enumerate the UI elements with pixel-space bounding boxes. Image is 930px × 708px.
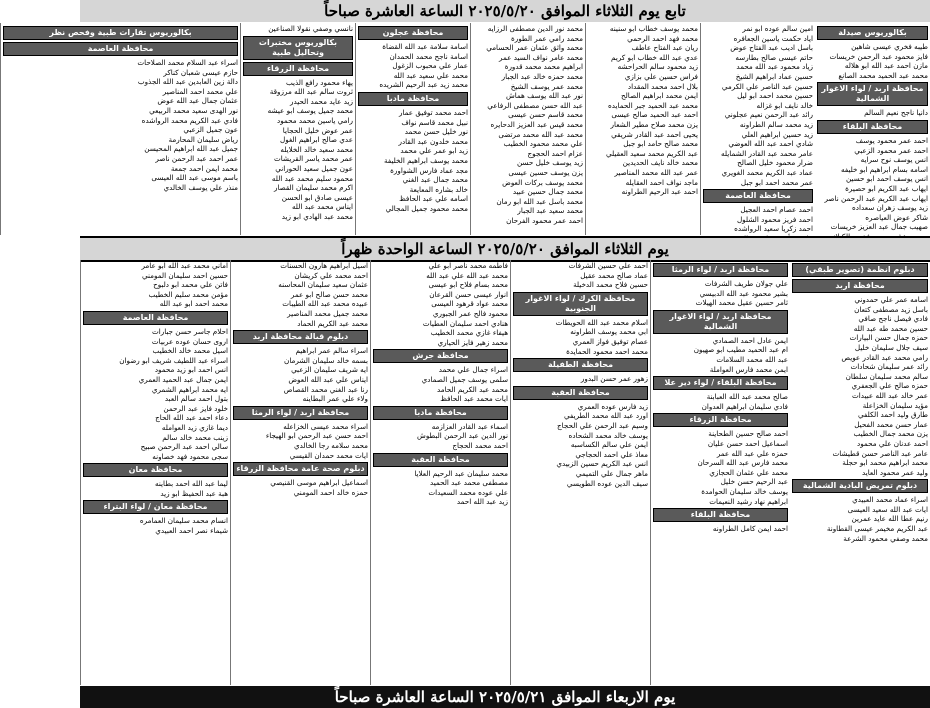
candidate-name: محمد باسل عبد الله ابو رمان bbox=[496, 196, 583, 206]
district-header: دبلوم صحة عامة محافظة الزرقاء bbox=[233, 462, 368, 476]
candidate-name: حسين عماد ابراهيم الشيخ bbox=[735, 71, 813, 81]
candidate-name: ليما عبد الله احمد بطاينه bbox=[155, 479, 228, 489]
candidate-name: ايه شريف سليمان الزعبي bbox=[291, 365, 368, 375]
candidate-name: ديما غازي زيد العوامله bbox=[161, 422, 228, 432]
candidate-name: زهور عمر حسن البدور bbox=[580, 374, 648, 384]
candidate-name: احمد صالح حسين الطحاينة bbox=[708, 429, 788, 439]
candidate-name: زيد حسين ابراهيم العلي bbox=[741, 129, 813, 139]
candidate-name: محمد سلامه رجا الخالدي bbox=[294, 440, 368, 450]
candidate-name: نور عبد الله يوسف هماش bbox=[505, 91, 583, 101]
section-title-band-top: تابع يوم الثلاثاء الموافق ٢٠٢٥/٥/٢٠ الساعة العاشرة صباحاً bbox=[80, 0, 930, 22]
candidate-name: ام عبد الحميد مطيب ابو صهيون bbox=[693, 345, 788, 355]
candidate-name: محمد سعيد عبد الجبار bbox=[517, 206, 583, 216]
candidate-name: اسلام محمد عبد الله الحويطات bbox=[555, 317, 648, 327]
candidate-name: حسين محمد احمد ابو ليل bbox=[737, 91, 813, 101]
candidate-name: شيماء نصر احمد العبيدي bbox=[155, 526, 228, 536]
candidate-name: عماد صالح محمد عقيل bbox=[580, 270, 648, 280]
candidate-name: مجد عماد فارس الشواورة bbox=[390, 165, 468, 175]
candidate-name: حمزه صالح علي الجعفري bbox=[851, 381, 928, 391]
candidate-name: محمد يوسف بركات العوض bbox=[502, 177, 583, 187]
district-header: بكالوريوس صيدلة bbox=[817, 26, 928, 40]
district-header: بكالوريوس تقارات طبية وفحص نظر bbox=[3, 26, 238, 40]
candidate-name: اسامه علي عبد الحافظ bbox=[399, 194, 468, 204]
candidate-name: وسيم عبد الرحمن علي الحجاج bbox=[557, 420, 648, 430]
candidate-name: محمد عامر نواف السيد عمر bbox=[499, 52, 583, 62]
candidate-name: هنادي احمد سليمان العطيات bbox=[422, 318, 508, 328]
candidate-name: محمد فهد احمد الرحمي bbox=[627, 33, 698, 43]
district-header: محافظة البلقاء bbox=[817, 120, 928, 134]
candidate-name: عبد الكريم محمد سعيد العقيلي bbox=[606, 148, 698, 158]
name-column bbox=[470, 23, 585, 235]
candidate-name: محمد عبد الكريم الحماد bbox=[297, 318, 368, 328]
candidate-name: سيف جلال سليمان خليل bbox=[854, 342, 928, 352]
candidate-name: اروى حسان عوده عربيات bbox=[151, 336, 228, 346]
candidate-name: يزن محمد صلاح مطير الشعار bbox=[610, 119, 698, 129]
candidate-name: محمد عبد الله علي عبد الله bbox=[426, 270, 508, 280]
candidate-name: عبد الكريم مخيمر عيسى القطاونة bbox=[826, 524, 928, 534]
candidate-name: احمد عبد الرحيم الطراونه bbox=[621, 187, 698, 197]
district-header: محافظة الزرقاء bbox=[243, 62, 353, 76]
candidate-name: انس احمد ابو زيد محمود bbox=[154, 365, 228, 375]
candidate-name: احمد حسن عبد الرحمن ابو الهيجاء bbox=[265, 431, 368, 441]
candidate-name: اسيل محمد خالد الخطيب bbox=[152, 346, 228, 356]
candidate-name: وليد عمر محمود العايد bbox=[861, 467, 928, 477]
candidate-name: خالد نايف ابو غزاله bbox=[756, 100, 813, 110]
district-header: محافظة العاصمة bbox=[3, 42, 238, 56]
district-header: محافظة اربد / لواء الرمثا bbox=[653, 263, 788, 277]
candidate-name: سيف الدين عوده الطويسي bbox=[566, 478, 648, 488]
candidate-name: احمد عدنان علي محمود bbox=[857, 438, 928, 448]
candidate-name: ضرار محمود خليل الصالح bbox=[737, 158, 813, 168]
candidate-name: اسراء عبد اللطيف شريف ابو رضوان bbox=[119, 355, 228, 365]
district-header: محافظة الطفيلة bbox=[513, 358, 648, 372]
name-column bbox=[370, 260, 510, 685]
candidate-name: نور الهدى سعيد محمد الربيعي bbox=[149, 105, 238, 115]
candidate-name: يوسف خالد سليمان الحوامدة bbox=[701, 486, 788, 496]
district-header: محافظة الزرقاء bbox=[653, 413, 788, 427]
candidate-name: يوسف خالد محمد الشحاده bbox=[568, 430, 648, 440]
candidate-name: محمد خالد نايف الحديدين bbox=[622, 158, 698, 168]
candidate-name: ايمن عادل احمد الصمادي bbox=[712, 335, 788, 345]
candidate-name: ثامر حسين عقيل محمد الهيلات bbox=[695, 298, 788, 308]
district-header: محافظة العاصمة bbox=[83, 311, 228, 325]
district-header: دبلوم تمريض البادية الشمالية bbox=[792, 479, 928, 493]
candidate-name: فاطمه محمد ناصر ابو علي bbox=[428, 261, 508, 270]
candidate-name: اسراء عماد محمد العبيدي bbox=[852, 495, 928, 505]
candidate-name: نبيل محمد قاسم نواف bbox=[401, 117, 468, 127]
candidate-name: اسماء عبد القادر العزازمه bbox=[431, 421, 508, 431]
district-header: بكالوريوس مختبرات وتحاليل طبية bbox=[243, 36, 353, 60]
candidate-name: حمزه علي عبد الله عمر bbox=[716, 448, 788, 458]
candidate-name: محمد ابراهيم محمد ابو حجلة bbox=[842, 458, 928, 468]
candidate-name: احمد عبد الحميد صالح عيسى bbox=[611, 110, 698, 120]
candidate-name: عامر عبد الناصر حسن قطيشات bbox=[832, 448, 928, 458]
section-2-columns bbox=[80, 260, 930, 685]
candidate-name: باسم موسى عبد الله العيسى bbox=[151, 173, 238, 183]
candidate-name: احمد محمد علي كريشان bbox=[294, 270, 368, 280]
candidate-name: محمد احمد ابو عبد الله bbox=[159, 299, 228, 309]
candidate-name: عماد عبد الكريم محمد الغويري bbox=[721, 167, 813, 177]
candidate-name: عون جميل سعيد الحوراني bbox=[275, 163, 353, 173]
district-header: محافظة العقبة bbox=[513, 386, 648, 400]
candidate-name: محمد عبد الهادي ابو زيد bbox=[281, 211, 353, 221]
candidate-name: دعاء احمد عبد الله الحاج bbox=[155, 413, 228, 423]
candidate-name: احمد محمد الحجاج bbox=[452, 440, 508, 450]
candidate-name: زيد محمود سالم الحراحشه bbox=[617, 62, 698, 72]
district-header: محافظة البلقاء bbox=[653, 508, 788, 522]
candidate-name: يزن محمد جمال الخطيب bbox=[853, 429, 928, 439]
candidate-name: انس يوسف احمد ابو حسين bbox=[845, 174, 928, 184]
candidate-name: ماهر جمال علي التميمي bbox=[575, 468, 648, 478]
candidate-name: اسراء جمال علي محمد bbox=[438, 365, 508, 375]
name-column bbox=[0, 23, 240, 235]
district-header: محافظة معان bbox=[83, 463, 228, 477]
candidate-name: معاذ علي احمد الحجاجي bbox=[575, 449, 648, 459]
candidate-name: ايمن علي سالم الكساسبه bbox=[570, 440, 648, 450]
candidate-name: رياض سليمان المحارمة bbox=[168, 134, 238, 144]
candidate-name: مازن احمد عبد الله ابو هلاله bbox=[844, 61, 928, 71]
district-header: دبلوم قبالة محافظة اربد bbox=[233, 330, 368, 344]
candidate-name: عمر احمد عبد الرحمن ناصر bbox=[155, 153, 238, 163]
candidate-name: محمد جمال حسين عبيد bbox=[512, 187, 583, 197]
candidate-name: احمد فريز محمود الشلول bbox=[736, 214, 813, 224]
candidate-name: زينب محمد خالد سالم bbox=[162, 432, 228, 442]
candidate-name: عمر خالد عبد الله عبيدات bbox=[852, 390, 928, 400]
candidate-name: عمر عبد الله محمد المناصير bbox=[614, 167, 698, 177]
candidate-name: فراس حسين علي بزازي bbox=[624, 71, 698, 81]
candidate-name: محمد سليمان عبد الرحيم العلايا bbox=[414, 468, 508, 478]
candidate-name: خلود فايز عبد الرحمن bbox=[163, 403, 228, 413]
candidate-name: حسين عبد الناصر علي الكرمي bbox=[721, 81, 813, 91]
candidate-name: رائد عمر سليمان شحادات bbox=[850, 362, 928, 372]
candidate-name: رنا عبد الغني محمد القصاص bbox=[283, 384, 368, 394]
candidate-name: باسل زيد مصطفى كتعان bbox=[854, 304, 928, 314]
candidate-name: اسراء عبد السلام محمد الصلاحات bbox=[137, 58, 238, 67]
candidate-name: محمد يوسف ابراهيم الخليفة bbox=[383, 155, 468, 165]
candidate-name: محمد نور الدين مصطفى الرزايه bbox=[487, 24, 583, 33]
district-header: محافظة اربد / لواء الرمثا bbox=[233, 406, 368, 420]
candidate-name: ايهاب عبد الكريم عبد الرحمن ناصر bbox=[824, 193, 928, 203]
candidate-name: رائد عبد الرحمن نعيم عجلوني bbox=[724, 110, 813, 120]
candidate-name: سالي احمد عبد الرحمن صبيح bbox=[140, 442, 228, 452]
candidate-name: محمد عمر يوسف الشيخ bbox=[510, 81, 583, 91]
candidate-name: حسين محمد طه عبد الله bbox=[853, 323, 928, 333]
candidate-name: ايه محمد ابراهيم الشمري bbox=[151, 384, 228, 394]
candidate-name: عمار حسن محمد الفحيل bbox=[854, 419, 928, 429]
candidate-name: حمزه خالد احمد المومني bbox=[293, 487, 368, 497]
candidate-name: فادي عبد الكريم محمد الرواشده bbox=[141, 115, 238, 125]
candidate-name: احمد عمر محمود الفرحان bbox=[506, 215, 583, 225]
candidate-name: منذر علي يوسف الخالدي bbox=[163, 182, 238, 192]
section-title-band-bottom: يوم الاربعاء الموافق ٢٠٢٥/٥/٢١ الساعة العاشرة صباحاً bbox=[80, 686, 930, 708]
candidate-name: علي جولان طريف الشرفات bbox=[704, 279, 788, 288]
candidate-name: علي عوده محمد السعيدات bbox=[428, 487, 508, 497]
candidate-name: محمد خلدون عبد القادر bbox=[398, 136, 468, 146]
candidate-name: محمد علي سعيد عبد الله bbox=[393, 70, 468, 80]
candidate-name: ايات محمد حمدان القيسي bbox=[289, 450, 368, 460]
candidate-name: امين سالم عوده ابو نمر bbox=[742, 24, 813, 33]
candidate-name: عبيده محمد عبد الله الطيبات bbox=[282, 299, 368, 309]
candidate-name: اسامة ناجح محمد الحمدان bbox=[389, 51, 468, 61]
candidate-name: محمد عبد الحميد محمد الصانع bbox=[838, 70, 928, 80]
candidate-name: عامر محمد عبد القادر الشمايله bbox=[721, 148, 813, 158]
candidate-name: نور خليل حسن محمد bbox=[404, 127, 468, 137]
candidate-name: يحيى احمد عبد القادر شريقي bbox=[611, 129, 698, 139]
candidate-name: حمزه جمال حسن البيارات bbox=[849, 333, 928, 343]
candidate-name: محمد عبد الكريم الحامد bbox=[436, 384, 508, 394]
candidate-name: صهيب جمال عبد العزيز خريسات bbox=[830, 222, 928, 232]
candidate-name: صالح محمد عبد الله العبابنة bbox=[706, 392, 788, 402]
candidate-name: زيد يوسف زهران سعداده bbox=[851, 203, 928, 213]
district-header: محافظة اربد / لواء الاغوار الشمالية bbox=[653, 310, 788, 334]
candidate-name: زيد عبد الله احمد bbox=[456, 497, 508, 507]
name-column bbox=[80, 260, 230, 685]
candidate-name: عثمان سعيد سليمان المحاسنه bbox=[278, 280, 368, 290]
candidate-name: محمد يوسف خطاب ابو سنينه bbox=[609, 24, 698, 33]
candidate-name: عدي صالح ابراهيم الغول bbox=[280, 135, 353, 145]
candidate-name: دالة زين العابدين عبد الله الجذوب bbox=[137, 77, 238, 87]
candidate-name: انس يوسف نوح سرايه bbox=[860, 155, 928, 165]
district-header: محافظة عجلون bbox=[358, 26, 468, 40]
name-column bbox=[700, 23, 815, 235]
candidate-name: اسامه بسام ابراهيم ابو خليفه bbox=[841, 164, 928, 174]
candidate-name: هيفاء غازي محمد الخطيب bbox=[430, 328, 508, 338]
candidate-name: عبد الله محمد السلامات bbox=[716, 354, 788, 364]
candidate-name: عصام توفيق فواز العمري bbox=[572, 336, 648, 346]
candidate-name: محمد عبد الله محمد مرتضى bbox=[498, 129, 583, 139]
candidate-name: ايهاب عبد الكريم ابو حصيرة bbox=[845, 183, 928, 193]
candidate-name: عمار علي محبوب الزغول bbox=[392, 61, 468, 71]
candidate-name: زيد عايد محمد الحيدر bbox=[289, 96, 353, 106]
candidate-name: محمد قاسم حسن عيسى bbox=[508, 110, 583, 120]
candidate-name: محمد حسن صالح ابو عمر bbox=[290, 289, 368, 299]
candidate-name: احمد زكريا سعيد الرواشده bbox=[734, 224, 813, 234]
candidate-name: مصطفى محمد عبد الحميد bbox=[429, 478, 508, 488]
candidate-name: سجى محمود فهد خصاونه bbox=[152, 451, 228, 461]
candidate-name: محمد فارس عبد الله السرحان bbox=[697, 458, 788, 468]
candidate-name: طارق وليد احمد الكلفي bbox=[858, 410, 928, 420]
candidate-name: شادي احمد عبد الله العوضي bbox=[728, 139, 813, 149]
candidate-name: رامي محمد عبد القادر عويص bbox=[841, 352, 928, 362]
candidate-name: عبد الله حسن مصطفى الرفاعي bbox=[487, 100, 583, 110]
candidate-name: احمد محمد توفيق عمار bbox=[398, 107, 468, 117]
candidate-name: زيد يوسف خليل حسن bbox=[516, 158, 583, 168]
name-column bbox=[815, 23, 930, 235]
candidate-name: رنيم عطا الله عايد عمرين bbox=[851, 514, 928, 524]
candidate-name: رامي ياسين محمد محمود bbox=[277, 115, 353, 125]
candidate-name: اماني محمد عبد الله ابو عامر bbox=[141, 261, 228, 270]
candidate-name: محمد سعيد خالد الخلايله bbox=[280, 144, 353, 154]
candidate-name: محمد بسام فلاح ابو عيسى bbox=[428, 280, 508, 290]
candidate-name: اسامه عمر علي حمدوني bbox=[854, 295, 928, 304]
candidate-name: زيد محمد سالم الطراونه bbox=[739, 119, 813, 129]
candidate-name: ايات عبد الله سعيد العيسى bbox=[847, 504, 928, 514]
candidate-name: انس عبد الكريم حسين الزبيدي bbox=[556, 459, 648, 469]
candidate-name: احمد عصام احمد العجيل bbox=[740, 205, 813, 215]
candidate-name: ابي محمد يوسف الطراونه bbox=[570, 327, 648, 337]
candidate-name: عون جميل الزعبي bbox=[183, 125, 238, 135]
district-header: دبلوم انظمة (تصوير طبقي) bbox=[792, 263, 928, 277]
candidate-name: اكرم محمد سليمان القصار bbox=[273, 183, 353, 193]
candidate-name: ايمن جمال عبد الحميد العمري bbox=[138, 374, 228, 384]
candidate-name: بلال احمد محمد المقداد bbox=[627, 81, 698, 91]
candidate-name: محمد ايمن احمد جمعة bbox=[170, 163, 238, 173]
candidate-name: محمد عبد الحميد جبر الحمايده bbox=[608, 100, 698, 110]
candidate-name: ايمن محمد فارس العواملة bbox=[709, 364, 788, 374]
candidate-name: عدي عبد الله خطاب ابو كريم bbox=[611, 52, 698, 62]
candidate-name: زيد فارس عوده العمري bbox=[577, 401, 648, 411]
candidate-name: اسيل ابراهيم هارون الحسنات bbox=[280, 261, 368, 270]
name-column bbox=[790, 260, 930, 685]
candidate-name: نانسي وصفي نقولا الصناعين bbox=[268, 24, 353, 33]
candidate-name: هبة عبد الحفيظ ابو زيد bbox=[160, 488, 228, 498]
candidate-name: ريان عبد الفتاح عاطف bbox=[631, 43, 698, 53]
candidate-name: نور الدين عبد الرحمن البطوش bbox=[417, 431, 508, 441]
candidate-name: باسل اديب عبد الفتاح عوض bbox=[730, 43, 813, 53]
candidate-name: احلام جاسر حسن جبارات bbox=[151, 326, 228, 336]
candidate-name: بتول احمد سالم العبد bbox=[164, 394, 228, 404]
candidate-name: فاتن علي محمد ابو دلبوح bbox=[153, 280, 228, 290]
name-column bbox=[585, 23, 700, 235]
candidate-name: اياد حكمت ياسين الجعافره bbox=[733, 33, 813, 43]
district-header: محافظة معان / لواء البتراء bbox=[83, 500, 228, 514]
candidate-name: احمد علي حسين الشرفات bbox=[568, 261, 648, 270]
candidate-name: دانيا ناجح نعيم السالم bbox=[864, 108, 928, 118]
candidate-name: علي محمد احمد المناصير bbox=[162, 86, 238, 96]
candidate-name: ايات محمد عبد الحافظ bbox=[440, 394, 508, 404]
candidate-name: عمر عوض خليل الحجايا bbox=[282, 125, 353, 135]
candidate-name: محمد جميل محمد المناصير bbox=[287, 308, 368, 318]
candidate-name: ايناس محمد عبد الله bbox=[291, 202, 353, 212]
candidate-name: فايز محمود عبد الرحمن خريسات bbox=[829, 51, 928, 61]
candidate-name: انوار عيسى حسن القرعان bbox=[429, 289, 508, 299]
candidate-name: ولاء علي عمر البطاينه bbox=[302, 394, 368, 404]
section-1-columns bbox=[49, 23, 930, 235]
candidate-name: ابراهيم نهاد رشيد النعيمات bbox=[709, 496, 788, 506]
candidate-name: سالم محمد سليمان سلطان bbox=[845, 371, 928, 381]
candidate-name: احمد عمر محمود الزعبي bbox=[854, 145, 928, 155]
district-header: محافظة جرش bbox=[373, 349, 508, 363]
candidate-name: محمد واثق عثمان عمر الحسامي bbox=[486, 43, 583, 53]
candidate-name: ايمن محمد ابراهيم الصالح bbox=[620, 91, 698, 101]
candidate-name: بسمه خالد سليمان الشرمان bbox=[284, 355, 368, 365]
candidate-name: سلمى يوسف جميل الصمادي bbox=[421, 374, 508, 384]
candidate-name: محمد عواد قرهود العيسى bbox=[431, 299, 508, 309]
candidate-name: حازم عيسى شعبان كناكر bbox=[163, 67, 238, 77]
candidate-name: طيبه فخري عيسى شاهين bbox=[851, 42, 928, 51]
candidate-name: خالد بشاره المعايعة bbox=[409, 184, 468, 194]
candidate-name: محمد محمود جميل المجالي bbox=[385, 203, 468, 213]
candidate-name: محمد جميل يوسف ابو عيشه bbox=[267, 106, 353, 116]
candidate-name: محمد علي عثمان الحجازي bbox=[709, 467, 788, 477]
candidate-name: عبد الرحيم حسن خليل bbox=[720, 477, 788, 487]
section-title-band-middle: يوم الثلاثاء الموافق ٢٠٢٥/٥/٢٠ الساعة الواحدة ظهراً bbox=[80, 236, 930, 262]
candidate-name: محمد احمد محمود الحمايدة bbox=[566, 346, 648, 356]
candidate-name: عثمان جمال عبد الله عوض bbox=[157, 96, 238, 106]
name-column bbox=[240, 23, 355, 235]
candidate-name: احمد ايمن كامل الطراونه bbox=[712, 524, 788, 534]
candidate-name: محمد جمال عبد الغني bbox=[402, 175, 468, 185]
candidate-name: محمود سليم محمد عبد الله bbox=[271, 173, 353, 183]
candidate-name: اسامة سلامة عبد الله القضاة bbox=[382, 42, 468, 51]
candidate-name: ايناس علي عبد الله العوض bbox=[288, 374, 368, 384]
candidate-name: علي محمد محمود الخطيب bbox=[503, 139, 583, 149]
candidate-name: عزام احمد الحجوج bbox=[527, 148, 583, 158]
candidate-name: اسراء سالم عمر ابراهيم bbox=[295, 346, 368, 356]
candidate-name: محمد زيد عبد الرحيم الشريده bbox=[379, 80, 468, 90]
candidate-name: زيد ابو عمر علي محمد bbox=[400, 146, 468, 156]
name-column bbox=[510, 260, 650, 685]
candidate-name: مؤمن محمد سليم الخطيب bbox=[148, 289, 228, 299]
candidate-name: اورد عبد الله محمد الطريفي bbox=[563, 411, 648, 421]
name-column bbox=[650, 260, 790, 685]
candidate-name: يزن يوسف حسين عيسى bbox=[508, 167, 583, 177]
district-header: محافظة العقبة bbox=[373, 453, 508, 467]
candidate-name: احمد عمر محمود يوسف bbox=[855, 135, 928, 145]
candidate-name: جميل عبد الله ابراهيم المحيسن bbox=[144, 144, 238, 154]
candidate-name: محمد قيس عبد العزيز الدحايره bbox=[490, 119, 583, 129]
candidate-name: ماجد نواف احمد العقايله bbox=[625, 177, 698, 187]
candidate-name: محمد صالح حامد ابو جبل bbox=[623, 139, 698, 149]
candidate-name: محمد وصفي محمود الشرعة bbox=[843, 533, 928, 543]
district-header: محافظة البلقاء / لواء دير علا bbox=[653, 376, 788, 390]
candidate-name: انسام محمد سليمان العمامره bbox=[139, 516, 228, 526]
candidate-name: محمد رامي عمر الطورة bbox=[510, 33, 583, 43]
district-header: محافظة مادبا bbox=[358, 92, 468, 106]
name-column bbox=[230, 260, 370, 685]
candidate-name: حسين احمد سليمان المومني bbox=[142, 270, 228, 280]
candidate-name: زياد محمود عبد الله محمد bbox=[736, 62, 813, 72]
district-header: محافظة مادبا bbox=[373, 406, 508, 420]
candidate-name: مؤيد سليمان الخزاعلة bbox=[862, 400, 928, 410]
candidate-name: محمود فالح عمر الجبوري bbox=[432, 308, 508, 318]
candidate-name: فادي فيصل ناجح صافي bbox=[858, 314, 928, 324]
candidate-name: اسماعيل ابراهيم موسى القنيصي bbox=[270, 478, 368, 488]
candidate-name: محمد زهير فايز الحياري bbox=[437, 337, 508, 347]
candidate-name: شاكر عوض العياصره bbox=[865, 212, 928, 222]
candidate-name: ابراهيم محمد محمد قدورة bbox=[504, 62, 583, 72]
candidate-name: اسماعيل احمد حسن عليان bbox=[707, 438, 788, 448]
candidate-name: عيسى صادق ابو الحسن bbox=[281, 192, 353, 202]
district-header: محافظة اربد bbox=[792, 279, 928, 293]
candidate-name: محمد حمزه خالد عبد الجبار bbox=[501, 71, 583, 81]
candidate-name: عمر محمد احمد ابو جبل bbox=[740, 177, 813, 187]
name-column bbox=[355, 23, 470, 235]
candidate-name: اسراء محمد عيسى الخزاعله bbox=[283, 421, 368, 431]
candidate-name: بشير محمود عبد الله الدبيسي bbox=[699, 288, 788, 298]
candidate-name: حسين فلاح محمد الدخيلة bbox=[573, 280, 648, 290]
candidate-name: عمر محمد ياسر القريشات bbox=[273, 154, 353, 164]
candidate-name: يهاء محمود رافع الذيب bbox=[285, 77, 353, 87]
district-header: محافظة الكرك / لواء الاغوار الجنوبية bbox=[513, 292, 648, 316]
district-header: محافظة العاصمة bbox=[703, 189, 813, 203]
candidate-name: ثروت سالم عبد الله مرزوقة bbox=[269, 87, 353, 97]
district-header: محافظة اربد / لواء الاغوار الشمالية bbox=[817, 82, 928, 106]
candidate-name: حاتم عيسى صالح بطارسه bbox=[735, 52, 813, 62]
candidate-name: فادي سليمان ابراهيم العدوان bbox=[701, 401, 788, 411]
